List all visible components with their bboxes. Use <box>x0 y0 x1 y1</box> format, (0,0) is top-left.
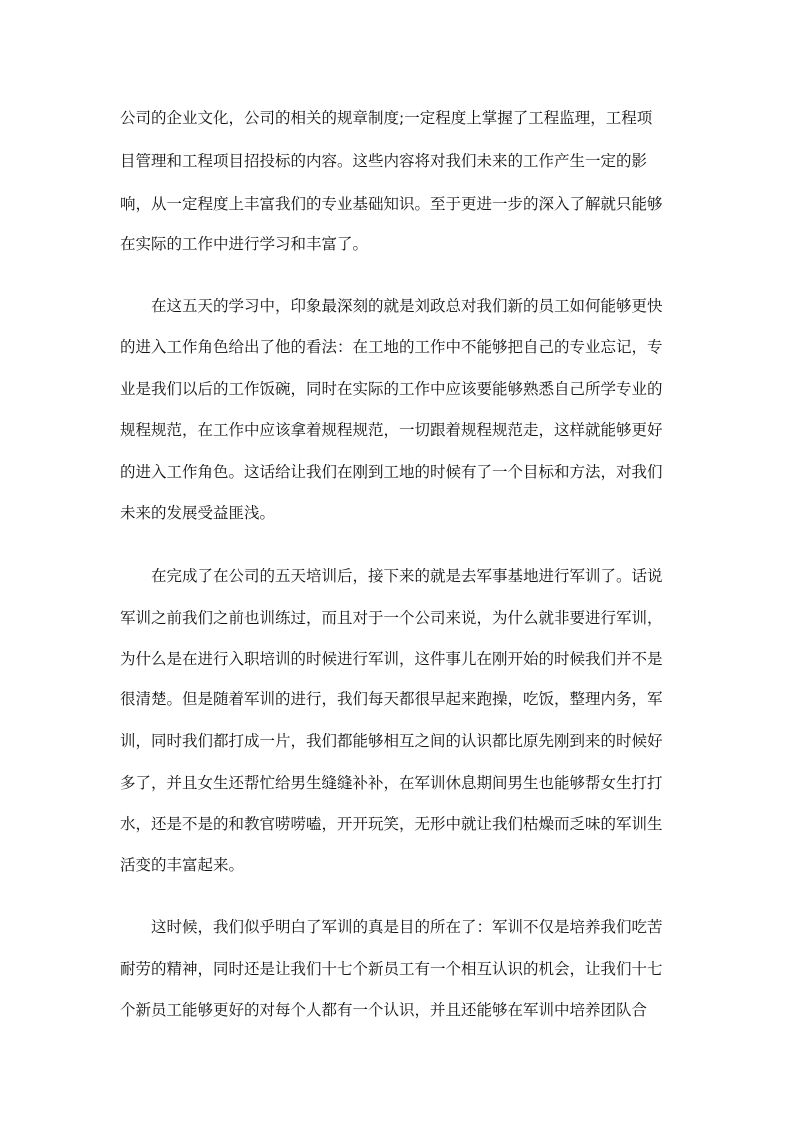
paragraph-1-line-3: 响，从一定程度上丰富我们的专业基础知识。至于更进一步的深入了解就只能够 <box>120 195 663 213</box>
paragraph-1-line-2: 目管理和工程项目招投标的内容。这些内容将对我们未来的工作产生一定的影 <box>120 152 648 170</box>
paragraph-4-line-2: 耐劳的精神，同时还是让我们十七个新员工有一个相互认识的机会，让我们十七 <box>120 960 663 978</box>
paragraph-3-line-2: 军训之前我们之前也训练过，而且对于一个公司来说，为什么就非要进行军训， <box>120 609 663 627</box>
paragraph-2-line-6: 未来的发展受益匪浅。 <box>120 504 276 522</box>
paragraph-1-line-4: 在实际的工作中进行学习和丰富了。 <box>120 235 369 253</box>
paragraph-3-line-4: 很清楚。但是随着军训的进行，我们每天都很早起来跑操，吃饭，整理内务，军 <box>120 690 663 708</box>
paragraph-3-line-1: 在完成了在公司的五天培训后，接下来的就是去军事基地进行军训了。话说 <box>120 567 663 585</box>
paragraph-3-line-5: 训，同时我们都打成一片，我们都能够相互之间的认识都比原先刚到来的时候好 <box>120 732 663 750</box>
paragraph-4-line-3: 个新员工能够更好的对每个人都有一个认识，并且还能够在军训中培养团队合 <box>120 1001 648 1019</box>
paragraph-4-line-1: 这时候，我们似乎明白了军训的真是目的所在了：军训不仅是培养我们吃苦 <box>120 918 663 936</box>
paragraph-2-line-2: 的进入工作角色给出了他的看法：在工地的工作中不能够把自己的专业忘记，专 <box>120 338 663 356</box>
paragraph-3-line-3: 为什么是在进行入职培训的时候进行军训，这件事儿在刚开始的时候我们并不是 <box>120 650 663 668</box>
paragraph-3-line-8: 活变的丰富起来。 <box>120 856 245 874</box>
paragraph-1-line-1: 公司的企业文化，公司的相关的规章制度;一定程度上掌握了工程监理，工程项 <box>120 109 653 127</box>
paragraph-2-line-3: 业是我们以后的工作饭碗，同时在实际的工作中应该要能够熟悉自己所学专业的 <box>120 380 663 398</box>
paragraph-3-line-7: 水，还是不是的和教官唠唠嗑，开开玩笑，无形中就让我们枯燥而乏味的军训生 <box>120 815 663 833</box>
paragraph-2-line-5: 的进入工作角色。这话给让我们在刚到工地的时候有了一个目标和方法，对我们 <box>120 463 663 481</box>
paragraph-2-line-1: 在这五天的学习中，印象最深刻的就是刘政总对我们新的员工如何能够更快 <box>120 297 663 315</box>
paragraph-2-line-4: 规程规范，在工作中应该拿着规程规范，一切跟着规程规范走，这样就能够更好 <box>120 421 663 439</box>
paragraph-3-line-6: 多了，并且女生还帮忙给男生缝缝补补，在军训休息期间男生也能够帮女生打打 <box>120 774 663 792</box>
